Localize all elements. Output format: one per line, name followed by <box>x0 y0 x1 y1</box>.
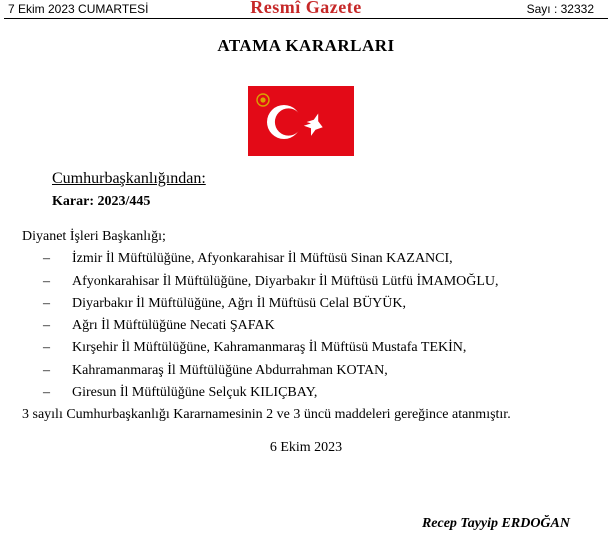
seal-center <box>260 97 265 102</box>
dash-marker: – <box>43 295 50 311</box>
assignment-text: Afyonkarahisar İl Müftülüğüne, Diyarbakır İl Müftüsü Lütfü İMAMOĞLU, <box>72 273 499 289</box>
assignment-text: Kırşehir İl Müftülüğüne, Kahramanmaraş İl Müftüsü Mustafa TEKİN, <box>72 340 467 356</box>
assignment-text: Diyarbakır İl Müftülüğüne, Ağrı İl Müftüsü Celal BÜYÜK, <box>72 295 407 311</box>
signature-surname-wrap <box>502 516 570 531</box>
crescent-inner <box>275 108 302 135</box>
signature-surname: ERDOĞAN <box>501 516 570 531</box>
turkish-flag-icon <box>248 86 354 156</box>
dash-marker: – <box>43 340 50 356</box>
dash-marker: – <box>43 251 50 267</box>
decision-body <box>22 226 511 427</box>
assignment-item <box>22 360 511 382</box>
header-date: 7 Ekim 2023 CUMARTESİ <box>8 2 149 16</box>
decision-date: 6 Ekim 2023 <box>269 440 343 455</box>
assignment-item <box>22 271 511 293</box>
decision-number: Karar: 2023/445 <box>52 194 151 209</box>
assignment-text: Giresun İl Müftülüğüne Selçuk KILIÇBAY, <box>72 385 318 401</box>
assignment-item <box>22 337 511 359</box>
dash-marker: – <box>43 385 50 401</box>
gazette-header <box>0 0 612 20</box>
closing-clause: 3 sayılı Cumhurbaşkanlığı Kararnamesinin 2 ve 3 üncü maddeleri gereğince atanmıştır. <box>22 407 511 423</box>
assignment-list <box>22 248 511 404</box>
signature-given-names: Recep Tayyip <box>421 516 499 531</box>
assignment-item <box>22 315 511 337</box>
assignment-text: Ağrı İl Müftülüğüne Necati ŞAFAK <box>72 318 275 334</box>
assignment-item <box>22 382 511 404</box>
dash-marker: – <box>43 273 50 289</box>
institution-intro: Diyanet İşleri Başkanlığı; <box>22 229 166 244</box>
assignment-text: İzmir İl Müftülüğüne, Afyonkarahisar İl Müftüsü Sinan KAZANCI, <box>72 251 453 267</box>
dash-marker: – <box>43 362 50 378</box>
assignment-item <box>22 248 511 270</box>
issuing-authority: Cumhurbaşkanlığından: <box>52 170 206 187</box>
header-rule <box>4 18 608 19</box>
gazette-name: Resmî Gazete <box>250 0 362 17</box>
issue-number: Sayı : 32332 <box>526 2 594 16</box>
dash-marker: – <box>43 318 50 334</box>
signature <box>422 516 570 532</box>
assignment-item <box>22 293 511 315</box>
assignment-text: Kahramanmaraş İl Müftülüğüne Abdurrahman KOTAN, <box>72 362 388 378</box>
page-title: ATAMA KARARLARI <box>217 36 395 55</box>
